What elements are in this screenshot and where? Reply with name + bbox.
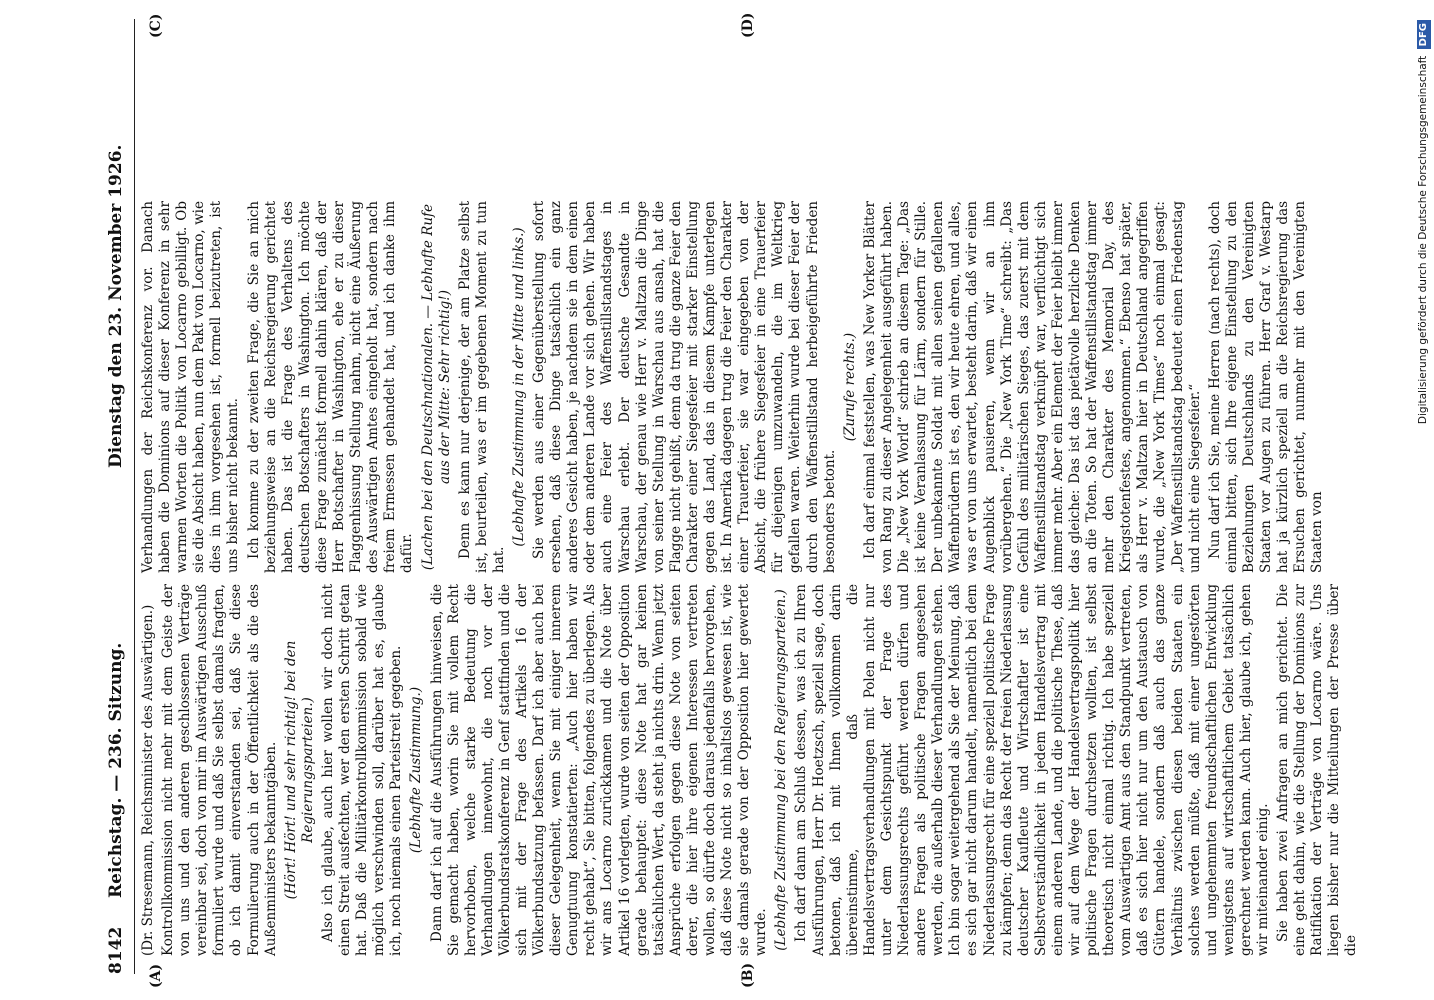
left-column — [140, 584, 1364, 956]
paragraph: Ich darf einmal feststellen, was New Yorker Blätter von Rang zu dieser Angelegenheit ausgeführt haben. Die „New York World“ schrieb an diesem Tage: „Das ist keine Veranlassung für Lärm, sondern für Stille. Der unbekannte Soldat mit allen seinen gefallenen Waffenbrüdern ist es, den wir heute ehren, und alles, was er von uns erwartet, besteht darin, daß wir einen Augenblick pausieren, wenn wir an ihm vorübergehen.“ Die „New York Time“ schreibt: „Das Gefühl des militärischen Sieges, das zuerst mit dem Waffenstillstandstag verknüpft war, verflüchtigt sich immer mehr. Aber ein Element der Feier bleibt immer das gleiche: Das ist das pietätvolle herzliche Denken an die Toten. So hat der Waffenstillstandstag immer mehr den Charakter des Memorial Day, des Kriegstotenfestes, angenommen.“ Ebenso hat später, als Herr v. Maltzan hier in Deutschland angegriffen wurde, die „New York Times“ noch einmal gesagt: „Der Waffenstillstandstag bedeutet einen Friedenstag und nicht eine Siegesfeier.“ — [861, 201, 1203, 573]
paragraph: Sie werden aus einer Gegenüberstellung sofort ersehen, daß diese Dinge tatsächlich ein ganz anderes Gesicht haben, je nachdem sie in dem einen oder dem anderen Lande vor sich gehen. Wir haben auch eine Feier des Waffenstillstandstages in Warschau erlebt. Der deutsche Gesandte in Warschau, der genau wie Herr v. Maltzan die Dinge von seiner Stellung in Warschau aus ansah, hat die Flagge nicht gehißt, denn da trug die ganze Feier den Charakter einer Siegesfeier mit starker Einstellung gegen das Land, das in diesem Kampfe unterlegen ist. In Amerika dagegen trug die Feier den Charakter einer Trauerfeier, sie war eingegeben von der Absicht, die frühere Siegesfeier in eine Trauerfeier für diejenigen umzuwandeln, die im Weltkrieg gefallen waren. Weiterhin wurde bei dieser Feier der durch den Waffenstillstand herbeigeführte Frieden besonders betont. — [531, 201, 838, 573]
paragraph: Ich darf dann am Schluß dessen, was ich zu Ihren Ausführungen, Herr Dr. Hoetzsch, speziell sage, doch betonen, daß ich mit Ihnen vollkommen darin übereinstimme, daß die Handelsvertragsverhandlungen mit Polen nicht nur unter dem Gesichtspunkt der Frage des Niederlassungsrechts geführt werden dürfen und andere Fragen als politische Fragen angesehen werden, die außerhalb dieser Verhandlungen stehen. Ich bin sogar weitergehend als Sie der Meinung, daß es sich gar nicht darum handelt, namentlich bei dem Niederlassungsrecht für eine speziell politische Frage zu kämpfen; denn das Recht der freien Niederlassung deutscher Kaufleute und Wirtschaftler ist eine Selbstverständlichkeit in jedem Handelsvertrag mit einem anderen Lande, und die politische These, daß wir auf dem Wege der Handelsvertragspolitik hier politische Fragen durchsetzen wollten, ist selbst theoretisch nicht einmal richtig. Ich habe speziell vom Auswärtigen Amt aus den Standpunkt vertreten, daß es sich hier nicht nur um den Austausch von Gütern handele, sondern daß auch das ganze Verhältnis zwischen diesen beiden Staaten ein solches werden müßte, daß mit einer ungestörten und ungehemmten freundschaftlichen Entwicklung wenigstens auf wirtschaftlichem Gebiet tatsächlich gerechnet werden kann. Auch hier, glaube ich, gehen wir miteinander einig. — [793, 584, 1271, 956]
digitization-credit — [1412, 0, 1434, 1000]
page-number: 8142 — [106, 926, 126, 974]
margin-marker-d: (D) — [740, 12, 756, 38]
paragraph: Dann darf ich auf die Ausführungen hinweisen, die Sie gemacht haben, worin Sie mit vollem Recht hervorhoben, welche starke Bedeutung die Verhandlungen innewohnt, die noch vor der Völkerbundsratskonferenz in Genf stattfinden und die sich mit der Frage des Artikels 16 der Völkerbundsatzung befassen. Darf ich aber auch bei dieser Gelegenheit, wenn Sie mit einiger innerem Genugtuung konstatierten: „Auch hier haben wir recht gehabt“, Sie bitten, folgendes zu überlegen. Als wir ans Locarno zurückkamen und die Note über Artikel 16 vorlegten, wurde von seiten der Opposition gerade behauptet: diese Note hat gar keinen tatsächlichen Wert, da steht ja nichts drin. Wenn jetzt Ansprüche erfolgen gegen diese Note von seiten derer, die hier ihre eigenen Interessen vertreten wollen, so dürfte doch daraus jedenfalls hervorgehen, daß diese Note nicht so inhaltslos gewesen ist, wie sie damals gerade von der Opposition hier gewertet wurde. — [428, 584, 770, 956]
interjection: (Lachen bei den Deutschnationalen. — Lebhafte Rufe aus der Mitte: Sehr richtig!) — [419, 203, 453, 571]
speaker-line: (Dr. Stresemann, Reichsminister des Auswärtigen.) — [140, 604, 156, 956]
header-rule — [134, 19, 135, 974]
paragraph: Verhandlungen der Reichskonferenz vor. Danach haben die Dominions auf dieser Konferenz in sehr warmen Worten die Politik von Locarno gebilligt. Ob sie die Absicht haben, nun dem Pakt von Locarno, wie dies in ihm vorgesehen ist, formell beizutreten, ist uns bisher nicht bekannt. — [140, 201, 242, 573]
session-title: Reichstag. — 236. Sitzung. — [106, 642, 126, 898]
dfg-logo: DFG — [1417, 20, 1431, 49]
interjection: (Hört! Hört! und sehr richtig! bei den Regierungsparteien.) — [282, 640, 316, 900]
paragraph: Sie haben zwei Anfragen an mich gerichtet. Die eine geht dahin, wie die Stellung der Dominions zur Ratifikation der Verträge von Locarno wäre. Uns liegen bisher nur die Mitteilungen der Presse über die — [1275, 584, 1360, 956]
interjection: (Lebhafte Zustimmung bei den Regierungsparteien.) — [773, 589, 790, 951]
paragraph: Denn es kann nur derjenige, der am Platze selbst ist, beurteilen, was er im gegebenen Moment zu tun hat. — [456, 201, 507, 573]
margin-marker-a: (A) — [148, 963, 164, 988]
margin-marker-b: (B) — [740, 962, 756, 988]
rotated-page — [100, 12, 1360, 988]
interjection: (Lebhafte Zustimmung.) — [408, 686, 425, 854]
paragraph: Also ich glaube, auch hier wollen wir doch nicht einen Streit ausfechten, wer den ersten Schritt getan hat. Daß die Militärkontrollkommission sobald wie möglich verschwinden soll, darüber hat es, glaube ich, noch niemals einen Parteistreit gegeben. — [319, 584, 405, 956]
session-date: Dienstag den 23. November 1926. — [106, 144, 126, 468]
paragraph: Kontrollkommission nicht mehr mit dem Geiste der von uns und den anderen geschlossenen Verträge vereinbar sei, doch von mir im Auswärtigen Ausschuß formuliert wurde und daß Sie selbst damals fragten, ob ich damit einverstanden sei, daß Sie diese Formulierung auch in der Öffentlichkeit als die des Außenministers bekanntgäben. — [160, 584, 279, 956]
page-header — [100, 13, 132, 988]
interjection: (Lebhafte Zustimmung in der Mitte und links.) — [510, 227, 527, 547]
paragraph: Nun darf ich Sie, meine Herren (nach rechts), doch einmal bitten, sich Ihre eigene Einstellung zu den Beziehungen Deutschlands zu den Vereinigten Staaten vor Augen zu führen. Herr Graf v. Westarp hat ja kürzlich speziell an die Reichsregierung das Ersuchen gerichtet, nunmehr mit den Vereinigten Staaten von — [1206, 201, 1326, 573]
interjection: (Zurufe rechts.) — [841, 332, 858, 442]
middle-column — [140, 201, 1329, 573]
paragraph: Ich komme zu der zweiten Frage, die Sie an mich beziehungsweise an die Reichsregierung gerichtet haben. Das ist die Frage des Verhaltens des deutschen Botschafters in Washington. Ich möchte diese Frage zunächst formell dahin klären, daß der Herr Botschafter in Washington, ehe er zu dieser Flaggenhissung Stellung nahm, nicht eine Äußerung des Auswärtigen Amtes eingeholt hat, sondern nach freiem Ermessen gehandelt hat, und ich danke ihm dafür. — [245, 201, 416, 573]
digitization-note: Digitalisierung gefördert durch die Deutsche Forschungsgemeinschaft — [1417, 55, 1429, 425]
margin-marker-c: (C) — [148, 13, 164, 38]
